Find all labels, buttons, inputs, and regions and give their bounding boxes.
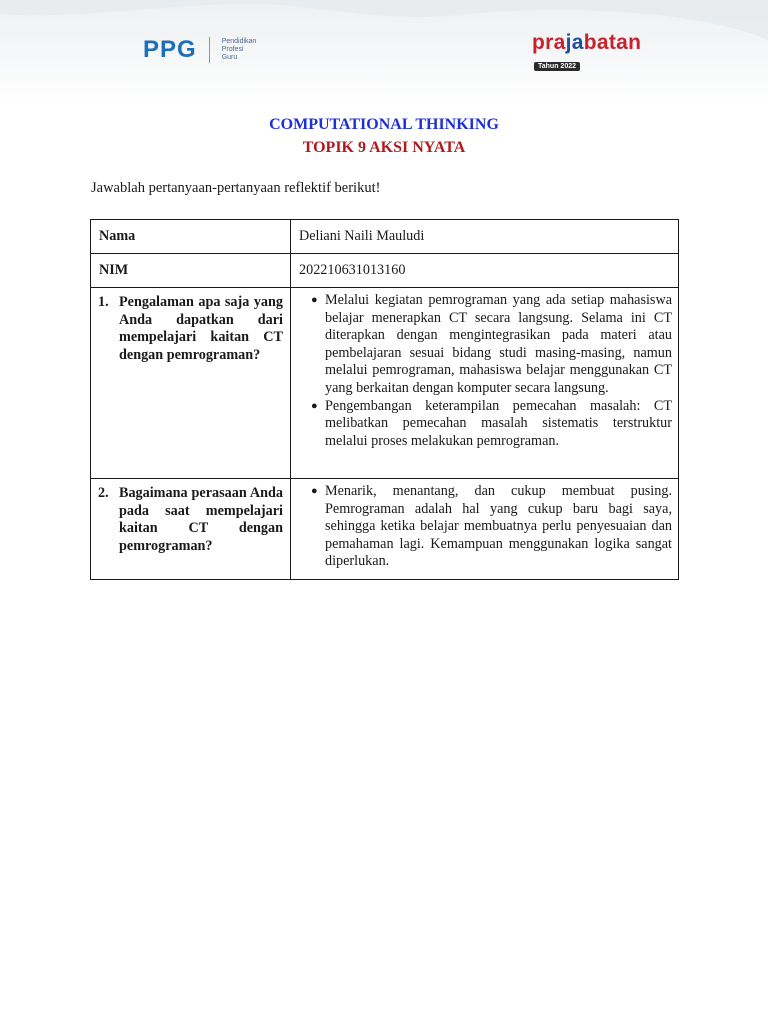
ppg-sub-line: Pendidikan	[221, 38, 257, 45]
document-subtitle: TOPIK 9 AKSI NYATA	[302, 139, 466, 156]
answer-text: Melalui kegiatan pemrograman yang ada setiap mahasiswa belajar menerapkan CT secara langsung. Selama ini CT diterapkan dengan mengintegrasikan pada materi atau pembelajaran sesuai bidang studi masing-masing, namun melalui pemrograman, mahasiswa belajar menggunakan CT yang berkaitan dengan komputer secara langsung.	[325, 292, 672, 396]
table-row-question-2	[91, 479, 679, 580]
question-1-cell	[91, 288, 291, 479]
ppg-sub-line: Guru	[221, 54, 238, 61]
nama-label: Nama	[99, 228, 136, 244]
nim-label: NIM	[99, 262, 129, 278]
answer-list	[291, 479, 678, 579]
list-item	[297, 398, 672, 451]
question-number: 1.	[98, 294, 109, 310]
nim-value-cell	[291, 254, 679, 288]
prajabatan-logo	[532, 31, 672, 73]
nama-value-cell	[291, 220, 679, 254]
question-number: 2.	[98, 485, 109, 501]
nim-label-cell	[91, 254, 291, 288]
bullet-icon: ●	[311, 485, 318, 497]
question-text: Bagaimana perasaan Anda pada saat mempelajari kaitan CT dengan pemrograman?	[119, 485, 283, 554]
answer-list	[291, 288, 678, 458]
ppg-logo-subtitle	[222, 38, 257, 62]
ppg-logo-divider	[209, 37, 210, 63]
answer-2-cell	[291, 479, 679, 580]
table-row-question-1	[91, 288, 679, 479]
question-2	[91, 479, 290, 555]
table-row-nim	[91, 254, 679, 288]
question-1	[91, 288, 290, 364]
praja-part: batan	[583, 31, 642, 54]
prajabatan-word	[532, 31, 672, 55]
document-title: COMPUTATIONAL THINKING	[269, 116, 499, 133]
table-row-nama	[91, 220, 679, 254]
answer-text: Pengembangan keterampilan pemecahan masalah: CT melibatkan pemecahan masalah sistematis terstruktur melalui proses melakukan pemrograman.	[325, 397, 672, 449]
praja-part: ja	[565, 31, 584, 54]
bullet-icon: ●	[311, 399, 318, 412]
instruction-text: Jawablah pertanyaan-pertanyaan reflektif berikut!	[91, 180, 381, 196]
question-2-cell	[91, 479, 291, 580]
list-item	[297, 292, 672, 398]
year-badge: Tahun 2022	[534, 62, 580, 71]
nama-label-cell	[91, 220, 291, 254]
answer-text: Menarik, menantang, dan cukup membuat pusing. Pemrograman adalah hal yang cukup baru bagi saya, sehingga ketika belajar membuatnya perlu penyesuaian dan pemahaman lagi. Kemampuan menggunakan logika sangat diperlukan.	[325, 483, 672, 570]
ppg-logo	[143, 36, 256, 64]
ppg-sub-line: Profesi	[221, 46, 244, 53]
answer-1-cell	[291, 288, 679, 479]
bullet-icon: ●	[311, 294, 318, 306]
reflection-table	[90, 219, 679, 580]
question-text: Pengalaman apa saja yang Anda dapatkan dari mempelajari kaitan CT dengan pemrograman?	[119, 294, 283, 363]
praja-part: pra	[532, 31, 566, 54]
nim-value: 202210631013160	[299, 262, 406, 278]
nama-value: Deliani Naili Mauludi	[299, 228, 425, 244]
ppg-logo-word: PPG	[143, 36, 197, 63]
list-item	[297, 483, 672, 571]
